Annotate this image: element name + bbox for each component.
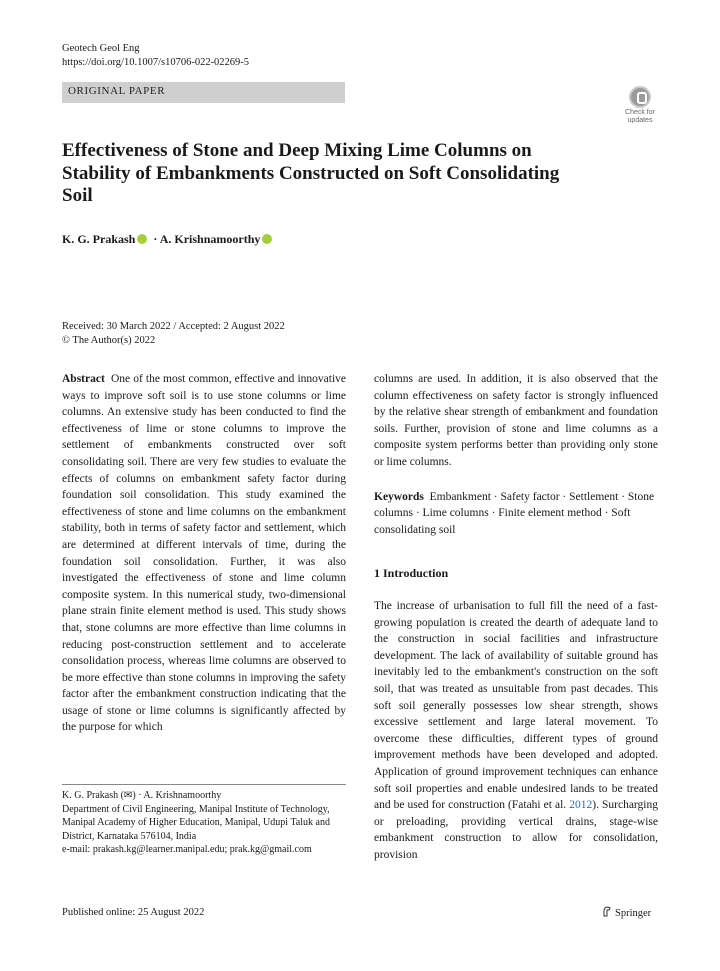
- author-separator: ·: [153, 232, 158, 246]
- doi-link[interactable]: https://doi.org/10.1007/s10706-022-02269-5: [62, 57, 250, 68]
- author-name[interactable]: A. Krishnamoorthy: [159, 232, 261, 246]
- abstract-text: One of the most common, effective and innovative ways to improve soft soil is to use stone columns or lime columns. An extensive study has been conducted to find the effectiveness of lime or stone columns to improve the settlement of embankments constructed over soft consolidating soil. There are very few studies to evaluate the effects of columns on embankment safety factor during foundation soil consolidation. This study examined the effectiveness of stone and lime columns on the embankment stability, both in terms of safety factor and settlement, which are determined at different intervals of time, during the foundation soil consolidation. Further, it was also investigated the effectiveness of stone and lime column composite system. In this numerical study, two-dimensional plane strain finite element method is used. This study shows that, stone columns are more effective than lime columns in reducing post-construction settlement and to accelerate consolidation process, whereas lime columns are observed to be more effective than stone columns in improving the safety factor after the embankment construction indicating that the usage of stone or lime columns is significantly affected by the purpose for which: [62, 373, 346, 734]
- journal-name: Geotech Geol Eng: [62, 43, 140, 54]
- citation-link[interactable]: 2012: [569, 799, 593, 812]
- check-for-updates-label: Check for updates: [625, 109, 655, 124]
- intro-paragraph: The increase of urbanisation to full fill the need of a fast-growing population is created the dearth of adequate land to the construction in social facilities and infrastructure development. The lack of availability of suitable ground has inevitably led to the embankment's construction on the soft soil, that was treated as unsuitable from past decades. This soft soil generally possesses low shear strength, shows excessive settlement and large lateral movement. To overcome these difficulties, different types of ground improvement methods have been developed and adopted. Application of ground improvement techniques can enhance soft soil properties and enable undesired lands to be treated and be used for construction (Fatahi et al.: [374, 600, 658, 812]
- affiliation-department: Department of Civil Engineering, Manipal Institute of Technology, Manipal Academy of Higher Education, Manipal, Udupi Taluk and District, Karnataka 576104, India: [62, 803, 330, 842]
- published-online-date: Published online: 25 August 2022: [62, 907, 205, 918]
- bookmark-icon: [629, 86, 651, 108]
- check-for-updates-badge[interactable]: [623, 86, 657, 126]
- abstract-continuation: columns are used. In addition, it is also observed that the column effectiveness on safety factor is strongly influenced by the relative shear strength of embankment and foundation soils. Further, provision of stone and lime columns as a composite system performs better than providing only stone or lime columns.: [374, 373, 658, 468]
- keywords-label: Keywords: [374, 490, 424, 503]
- article-type-banner: [62, 82, 345, 103]
- author-list: [62, 232, 275, 247]
- introduction-text: [374, 598, 658, 864]
- abstract-left-column: [62, 371, 346, 736]
- abstract-label: Abstract: [62, 373, 105, 385]
- publisher-logo: [602, 906, 651, 919]
- article-type-label: ORIGINAL PAPER: [68, 85, 166, 97]
- publisher-name: Springer: [615, 908, 652, 919]
- keywords-text: Embankment · Safety factor · Settlement · Stone columns · Lime columns · Finite element method · Soft consolidating soil: [374, 490, 655, 536]
- affiliation-authors: K. G. Prakash (✉) · A. Krishnamoorthy: [62, 790, 222, 801]
- keywords-block: [374, 489, 658, 539]
- journal-header: [62, 42, 249, 70]
- affiliation-footnote: [62, 789, 352, 857]
- paper-title: Effectiveness of Stone and Deep Mixing Lime Columns on Stability of Embankments Constructed on Soft Consolidating Soil: [62, 140, 560, 206]
- abstract-right-column: [374, 371, 658, 538]
- footnote-divider: [62, 784, 346, 785]
- author-name[interactable]: K. G. Prakash: [62, 232, 136, 246]
- intro-paragraph-continued: ). Surcharging or preloading, providing vertical drains, stage-wise embankment construction to allow for consolidation, provision: [374, 799, 658, 861]
- orcid-icon[interactable]: [262, 234, 272, 244]
- received-accepted-dates: Received: 30 March 2022 / Accepted: 2 August 2022: [62, 321, 285, 332]
- article-dates: [62, 320, 285, 348]
- springer-horse-icon: [602, 906, 612, 917]
- section-heading: 1 Introduction: [374, 566, 449, 580]
- orcid-icon[interactable]: [137, 234, 147, 244]
- affiliation-email[interactable]: e-mail: prakash.kg@learner.manipal.edu; prak.kg@gmail.com: [62, 844, 312, 856]
- copyright-line: © The Author(s) 2022: [62, 335, 156, 346]
